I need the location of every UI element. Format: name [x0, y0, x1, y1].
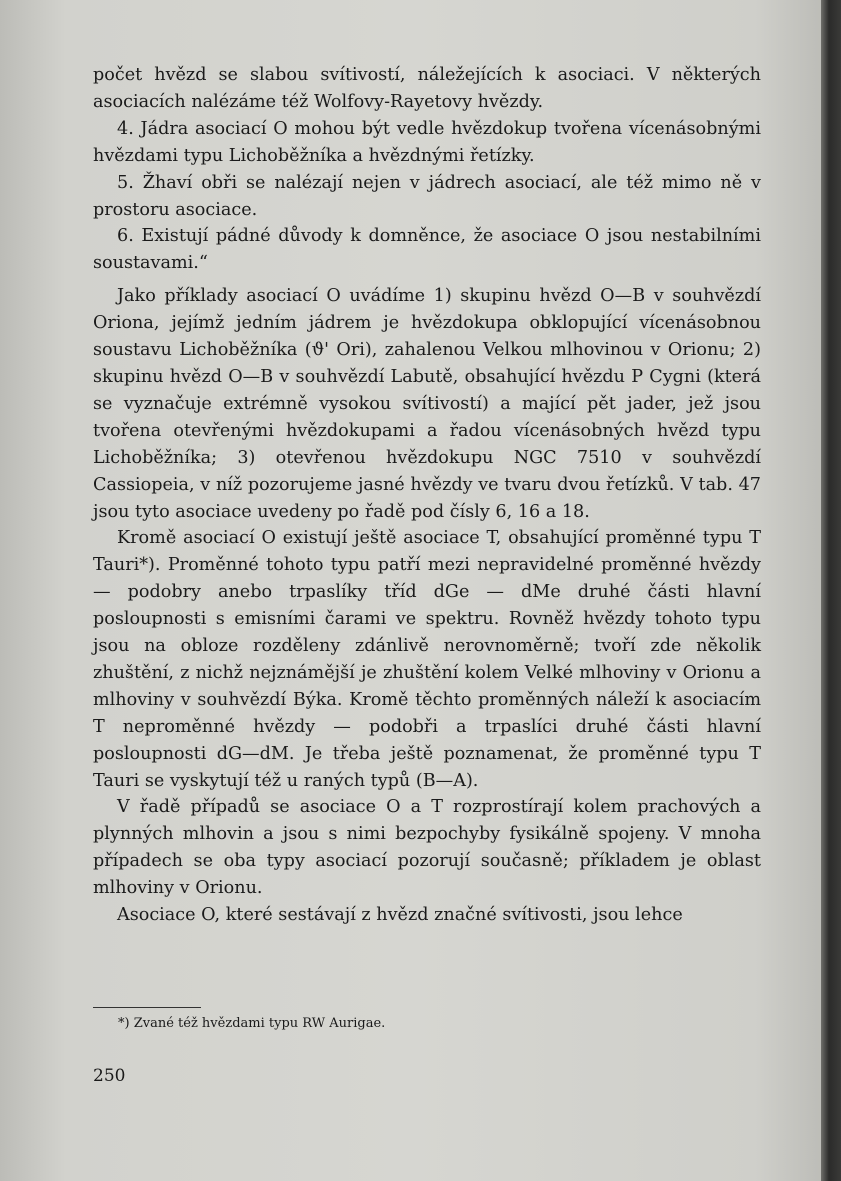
paragraph-8: Asociace O, které sestávají z hvězd značné svítivosti, jsou lehce: [117, 905, 683, 926]
body-text: [93, 62, 761, 929]
paragraph-3: 5. Žhaví obři se nalézají nejen v jádrech asociací, ale též mimo ně v prostoru asociace.: [93, 172, 761, 220]
footnote: *) Zvané též hvězdami typu RW Aurigae.: [118, 1016, 386, 1031]
paragraph-1: počet hvězd se slabou svítivostí, náležejících k asociaci. V některých asociacích nalézáme též Wolfovy-Rayetovy hvězdy.: [93, 65, 761, 112]
page-edge-shadow: [821, 0, 841, 1181]
paragraph-4: 6. Existují pádné důvody k domněnce, že asociace O jsou nestabilními soustavami.“: [93, 226, 761, 274]
paragraph-7: V řadě případů se asociace O a T rozprostírají kolem prachových a plynných mlhovin a jsou s nimi bezpochyby fysikálně spojeny. V mnoha případech se oba typy asociací pozorují současně; příkladem je oblast mlhoviny v Orionu.: [93, 797, 761, 899]
page-number: 250: [93, 1066, 126, 1086]
footnote-divider: [93, 1007, 201, 1008]
paragraph-6: Kromě asociací O existují ještě asociace T, obsahující proměnné typu T Tauri*). Proměnné tohoto typu patří mezi nepravidelné proměnné hvězdy — podobry anebo trpaslíky tříd dGe — dMe druhé části hlavní posloupnosti s emisními čarami ve spektru. Rovněž hvězdy tohoto typu jsou na obloze rozděleny zdánlivě nerovnoměrně; tvoří zde několik zhuštění, z nichž nejznámější je zhuštění kolem Velké mlhoviny v Orionu a mlhoviny v souhvězdí Býka. Kromě těchto proměnných náleží k asociacím T neproměnné hvězdy — podobři a trpaslíci druhé části hlavní posloupnosti dG—dM. Je třeba ještě poznamenat, že proměnné typu T Tauri se vyskytují též u raných typů (B—A).: [93, 528, 761, 791]
paragraph-2: 4. Jádra asociací O mohou být vedle hvězdokup tvořena vícenásobnými hvězdami typu Lichoběžníka a hvězdnými řetízky.: [93, 118, 761, 166]
paragraph-5: Jako příklady asociací O uvádíme 1) skupinu hvězd O—B v souhvězdí Oriona, jejímž jedním jádrem je hvězdokupa obklopující vícenásobnou soustavu Lichoběžníka (ϑ' Ori), zahalenou Velkou mlhovinou v Orionu; 2) skupinu hvězd O—B v souhvězdí Labutě, obsahující hvězdu P Cygni (která se vyznačuje extrémně vysokou svítivostí) a mající pět jader, jež jsou tvořena otevřenými hvězdokupami a řadou vícenásobných hvězd typu Lichoběžníka; 3) otevřenou hvězdokupu NGC 7510 v souhvězdí Cassiopeia, v níž pozorujeme jasné hvězdy ve tvaru dvou řetízků. V tab. 47 jsou tyto asociace uvedeny po řadě pod čísly 6, 16 a 18.: [93, 286, 761, 522]
